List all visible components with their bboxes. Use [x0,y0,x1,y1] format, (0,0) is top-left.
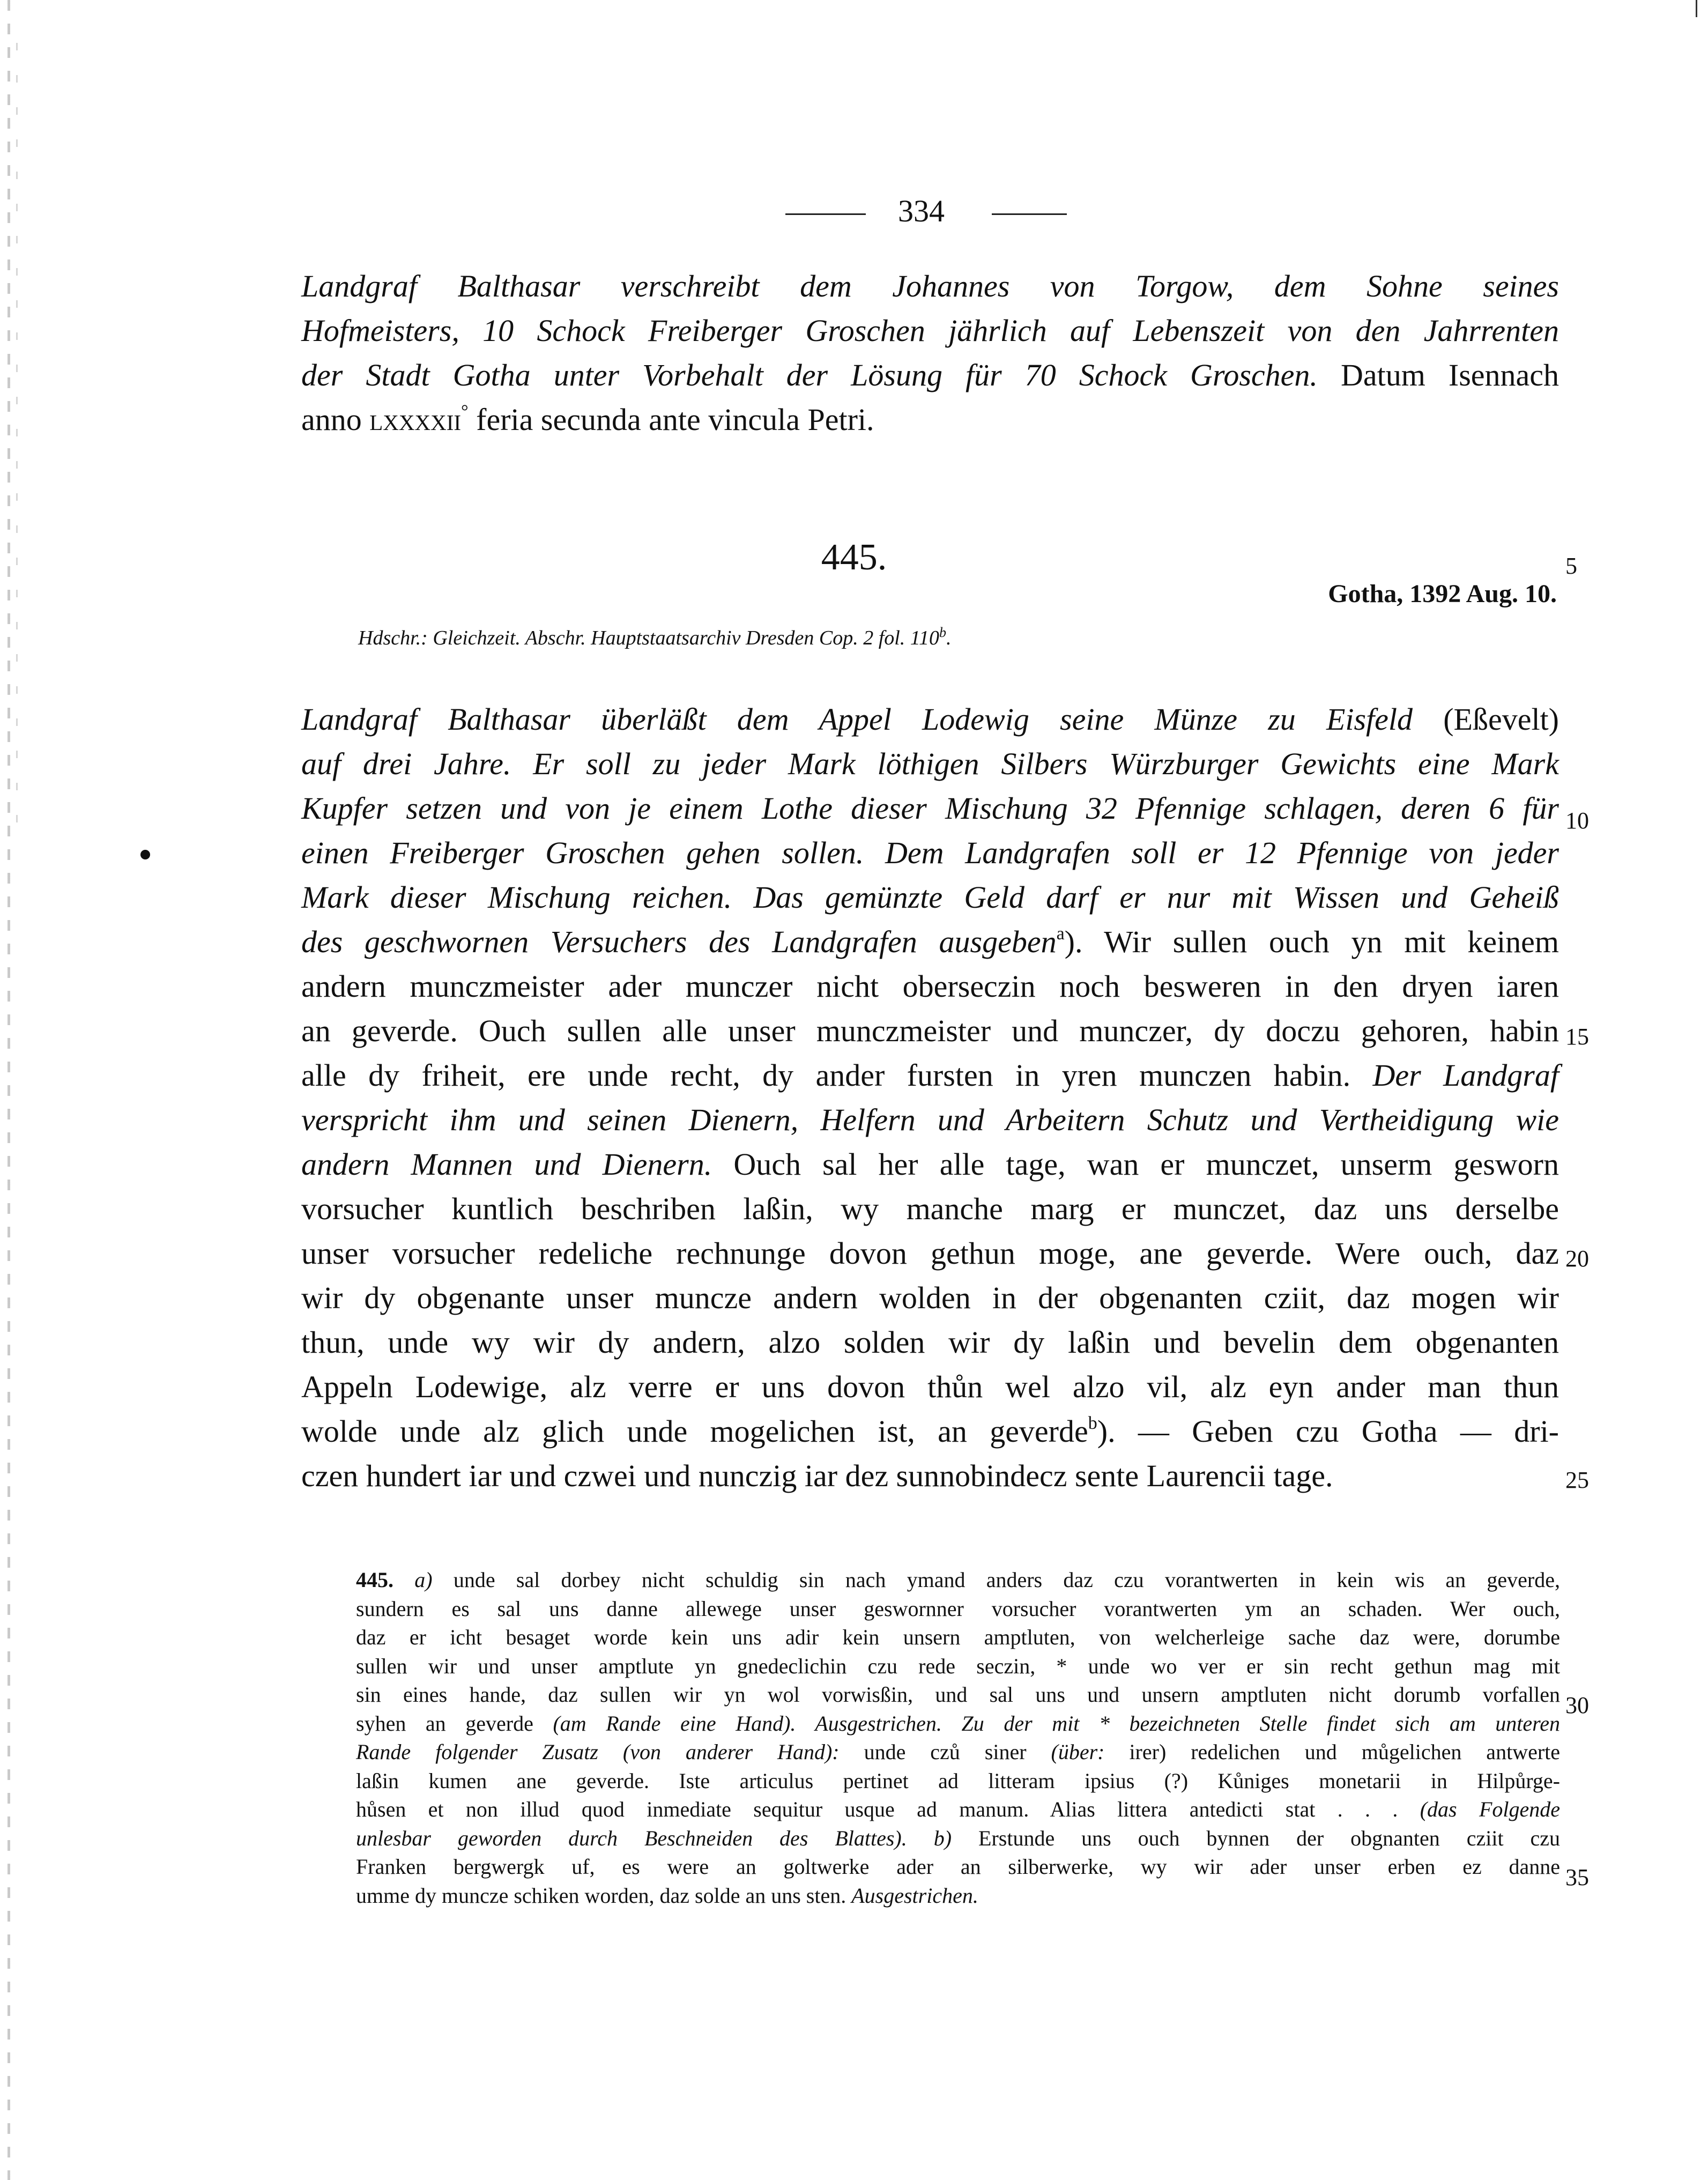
text-run: sundern es sal uns danne allewege unser geswornner vorsucher vorantwerten ym an schaden. Wer ouch, [356,1596,1560,1621]
text-run: Ouch sal her alle tage, wan er munczet, unserm gesworn [712,1147,1559,1182]
text-run: Landgraf Balthasar verschreibt dem Johannes von Torgow, dem Sohne seines [301,269,1559,303]
body-line [301,1276,1559,1320]
footnote-line [356,1852,1560,1881]
body-line [301,1409,1559,1454]
footnote-marker: b [1088,1413,1097,1433]
header-dash-right [992,213,1067,215]
page-number: 334 [898,194,945,228]
text-run: anno [301,402,370,437]
intro-regest [301,264,1559,442]
text-run: laßin kumen ane geverde. Iste articulus pertinet ad litteram ipsius (?) Kůniges monetarii in Hilpůrge- [356,1768,1560,1793]
text-run: b) [933,1826,952,1850]
footnote-line [356,1881,1560,1910]
text-run: Landgraf Balthasar überläßt dem Appel Lodewig seine Münze zu Eisfeld [301,702,1413,737]
text-run: sullen wir und unser amptlute yn gnedeclichin czu rede seczin, * unde wo ver er sin recht gethun mag mit [356,1653,1560,1678]
text-run: andern munczmeister ader munczer nicht oberseczin noch besweren in den dryen iaren [301,969,1559,1004]
text-run [393,1568,414,1592]
document-body [301,697,1559,1498]
text-run: Rande folgender Zusatz (von anderer Hand): [356,1740,840,1764]
text-run: thun, unde wy wir dy andern, alzo solden wir dy laßin und bevelin dem obgenanten [301,1325,1559,1360]
line-number: 30 [1565,1692,1589,1718]
footnote-line [356,1680,1560,1709]
body-line [301,831,1559,875]
text-run: Mark dieser Mischung reichen. Das gemünzte Geld darf er nur mit Wissen und Geheiß [301,880,1559,915]
footnote-line [356,1795,1560,1824]
footnote-line [356,1767,1560,1796]
footnote-line [356,1738,1560,1767]
text-run: Ausgestrichen. [851,1883,978,1908]
text-run: (Eßevelt) [1413,702,1559,737]
text-run: 445. [356,1568,393,1592]
header-dash-left [785,213,866,215]
scan-edge-artifact [8,0,10,2180]
footnote-line [356,1652,1560,1681]
text-run: Erstunde uns ouch bynnen der obgnanten cziit czu [952,1826,1561,1850]
text-run: alle dy friheit, ere unde recht, dy ander fursten in yren munczen habin. [301,1058,1373,1093]
body-line [301,1320,1559,1365]
page-header [785,193,1070,231]
footnote-line [356,1824,1560,1853]
line-number: 35 [1565,1864,1589,1890]
body-line [301,1365,1559,1409]
text-run: unde sal dorbey nicht schuldig sin nach ymand anders daz czu vorantwerten in kein wis an geverde, [432,1568,1561,1592]
text-run: Datum Isennach [1317,358,1559,392]
intro-line [301,264,1559,308]
footnote-line [356,1623,1560,1652]
text-run: Hofmeisters, 10 Schock Freiberger Groschen jährlich auf Lebenszeit von den Jahrrenten [301,313,1559,348]
text-run: andern Mannen und Dienern. [301,1147,712,1182]
text-run: syhen an geverde [356,1711,553,1736]
text-run: irer) redelichen und můgelichen antwerte [1104,1740,1561,1764]
footnote-line [356,1566,1560,1595]
text-run: unlesbar geworden durch Beschneiden des Blattes). [356,1826,907,1850]
source-end: . [946,627,952,649]
intro-line [301,397,1559,442]
text-run: Kupfer setzen und von je einem Lothe dieser Mischung 32 Pfennige schlagen, deren 6 für [301,791,1559,826]
text-run: (das Folgende [1420,1797,1560,1821]
text-run: sin eines hande, daz sullen wir yn wol vorwisßin, und sal uns und unsern amptluten nicht dorumb vorfallen [356,1682,1560,1707]
body-line [301,742,1559,786]
text-run: unde czů siner [839,1740,1051,1764]
place-date: Gotha, 1392 Aug. 10. [1328,580,1557,608]
footnote-line [356,1595,1560,1623]
text-run: unser vorsucher redeliche rechnunge dovon gethun moge, ane geverde. Were ouch, daz [301,1236,1559,1271]
text-run: ). — Geben czu Gotha — dri- [1097,1414,1559,1449]
document-number: 445. [821,537,887,578]
text-run: verspricht ihm und seinen Dienern, Helfern und Arbeitern Schutz und Vertheidigung wie [301,1102,1559,1137]
line-number: 15 [1565,1024,1589,1050]
line-number: 10 [1565,807,1589,834]
body-line [301,1142,1559,1187]
text-run: des geschwornen Versuchers des Landgrafen ausgeben [301,924,1057,959]
text-run: auf drei Jahre. Er soll zu jeder Mark löthigen Silbers Würzburger Gewichts eine Mark [301,746,1559,781]
intro-line [301,353,1559,397]
body-line [301,875,1559,920]
text-run: an geverde. Ouch sullen alle unser munczmeister und munczer, dy doczu gehoren, habin [301,1013,1559,1048]
text-run [907,1826,934,1850]
footnote-line [356,1709,1560,1738]
body-line [301,1098,1559,1142]
source-folio-side: b [939,625,946,640]
body-line [301,1187,1559,1231]
text-run: lxxxxii [369,402,462,437]
body-line [301,1231,1559,1276]
source-text: Hdschr.: Gleichzeit. Abschr. Hauptstaatsarchiv Dresden Cop. 2 fol. 110 [358,627,939,649]
top-edge-mark [1696,0,1697,17]
text-run: wir dy obgenante unser muncze andern wolden in der obgenanten cziit, daz mogen wir [301,1280,1559,1315]
text-run: umme dy muncze schiken worden, daz solde an uns sten. [356,1883,852,1908]
body-line [301,1053,1559,1098]
text-run: hůsen et non illud quod inmediate sequitur usque ad manum. Alias littera antedicti stat . . . [356,1797,1420,1821]
text-run: daz er icht besaget worde kein uns adir kein unsern amptluten, von welcherleige sache daz were, dorumbe [356,1625,1560,1649]
footnotes [356,1566,1560,1910]
body-line [301,964,1559,1009]
text-run: a) [414,1568,433,1592]
scan-edge-artifact-inner [16,43,18,847]
text-run: einen Freiberger Groschen gehen sollen. Dem Landgrafen soll er 12 Pfennige von jeder [301,835,1559,870]
body-line [301,1454,1559,1498]
text-run: (am Rande eine Hand). Ausgestrichen. Zu der mit * bezeichneten Stelle findet sich am unteren [553,1711,1561,1736]
text-run: czen hundert iar und czwei und nunczig iar dez sunnobindecz sente Laurencii tage. [301,1458,1333,1493]
intro-line [301,308,1559,353]
line-number: 20 [1565,1245,1589,1272]
margin-dot [140,850,150,859]
footnote-marker: ° [461,402,469,421]
line-number: 5 [1565,553,1577,579]
text-run: (über: [1051,1740,1105,1764]
body-line [301,786,1559,831]
text-run: Appeln Lodewige, alz verre er uns dovon thůn wel alzo vil, alz eyn ander man thun [301,1369,1559,1404]
text-run: Der Landgraf [1372,1058,1559,1093]
text-run: Franken bergwergk uf, es were an goltwerke ader an silberwerke, wy wir ader unser erben ez danne [356,1855,1560,1879]
text-run: feria secunda ante vincula Petri. [468,402,874,437]
body-line [301,1009,1559,1053]
footnote-marker: a [1056,924,1065,944]
text-run: der Stadt Gotha unter Vorbehalt der Lösung für 70 Schock Groschen. [301,358,1318,392]
text-run: vorsucher kuntlich beschriben laßin, wy manche marg er munczet, daz uns derselbe [301,1191,1559,1226]
text-run: wolde unde alz glich unde mogelichen ist, an geverde [301,1414,1088,1449]
line-number: 25 [1565,1467,1589,1493]
source-reference [358,626,951,650]
text-run: ). Wir sullen ouch yn mit keinem [1064,924,1559,959]
body-line [301,920,1559,964]
body-line [301,697,1559,742]
